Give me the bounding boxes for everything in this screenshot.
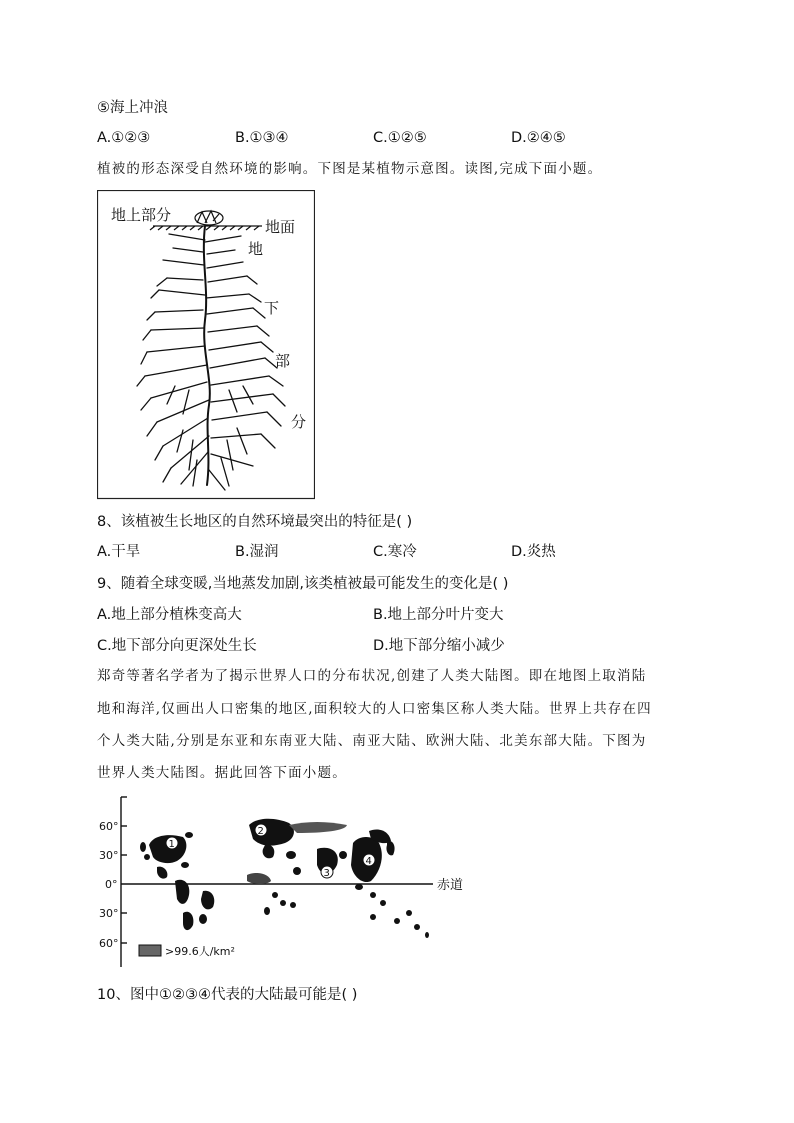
plant-intro: 植被的形态深受自然环境的影响。下图是某植物示意图。读图,完成下面小题。 [97,161,603,177]
legend-text: >99.6人/km² [165,945,235,958]
q9-option-d: D.地下部分缩小减少 [373,638,505,654]
svg-text:2: 2 [257,826,264,837]
q9-option-a: A.地上部分植株变高大 [97,607,242,623]
map-intro-line-3: 个人类大陆,分别是东亚和东南亚大陆、南亚大陆、欧洲大陆、北美东部大陆。下图为 [97,733,647,749]
map-intro-line-1: 郑奇等著名学者为了揭示世界人口的分布状况,创建了人类大陆图。即在地图上取消陆 [97,668,647,684]
below-label-char-1: 地 [248,240,264,258]
q8-option-b: B.湿润 [235,544,279,560]
map-legend [139,945,235,958]
map-intro-line-2: 地和海洋,仅画出人口密集的地区,面积较大的人口密集区称人类大陆。世界上共存在四 [97,701,652,717]
lat-label-30n: 30° [99,849,119,862]
svg-text:4: 4 [365,856,372,867]
lat-label-60s: 60° [99,937,119,950]
human-continents-map [97,795,472,975]
map-intro-line-4: 世界人类大陆图。据此回答下面小题。 [97,765,347,781]
q9-stem: 9、随着全球变暖,当地蒸发加剧,该类植被最可能发生的变化是( ) [97,576,509,592]
legend-swatch [139,945,161,956]
lat-label-30s: 30° [99,907,119,920]
q9-option-c: C.地下部分向更深处生长 [97,638,257,654]
svg-text:3: 3 [323,868,330,879]
ground-line [150,226,262,230]
ground-label: 地面 [265,218,296,236]
shrub-icon [195,211,223,225]
q9-option-b: B.地上部分叶片变大 [373,607,504,623]
svg-text:1: 1 [168,839,175,850]
q8-option-a: A.干旱 [97,544,141,560]
below-label-char-4: 分 [291,413,307,431]
equator-label: 赤道 [437,878,464,893]
lat-label-60n: 60° [99,820,119,833]
q7-option-d: D.②④⑤ [511,130,566,146]
below-label-char-3: 部 [275,352,291,370]
q10-stem: 10、图中①②③④代表的大陆最可能是( ) [97,987,358,1003]
q7-option-c: C.①②⑤ [373,130,427,146]
continent-marker-3 [321,866,333,879]
plant-root-figure [97,190,315,500]
q8-stem: 8、该植被生长地区的自然环境最突出的特征是( ) [97,514,413,530]
q7-option-b: B.①③④ [235,130,289,146]
q7-item-5: ⑤海上冲浪 [97,100,168,116]
below-label-char-2: 下 [264,299,280,317]
q8-option-c: C.寒冷 [373,544,417,560]
population-density-areas [140,819,429,938]
above-ground-label: 地上部分 [111,206,172,224]
root-system-icon [137,226,285,490]
q7-option-a: A.①②③ [97,130,151,146]
figure-frame [98,191,315,499]
latitude-axis [121,797,127,967]
lat-label-0: 0° [105,878,118,891]
q8-option-d: D.炎热 [511,544,556,560]
